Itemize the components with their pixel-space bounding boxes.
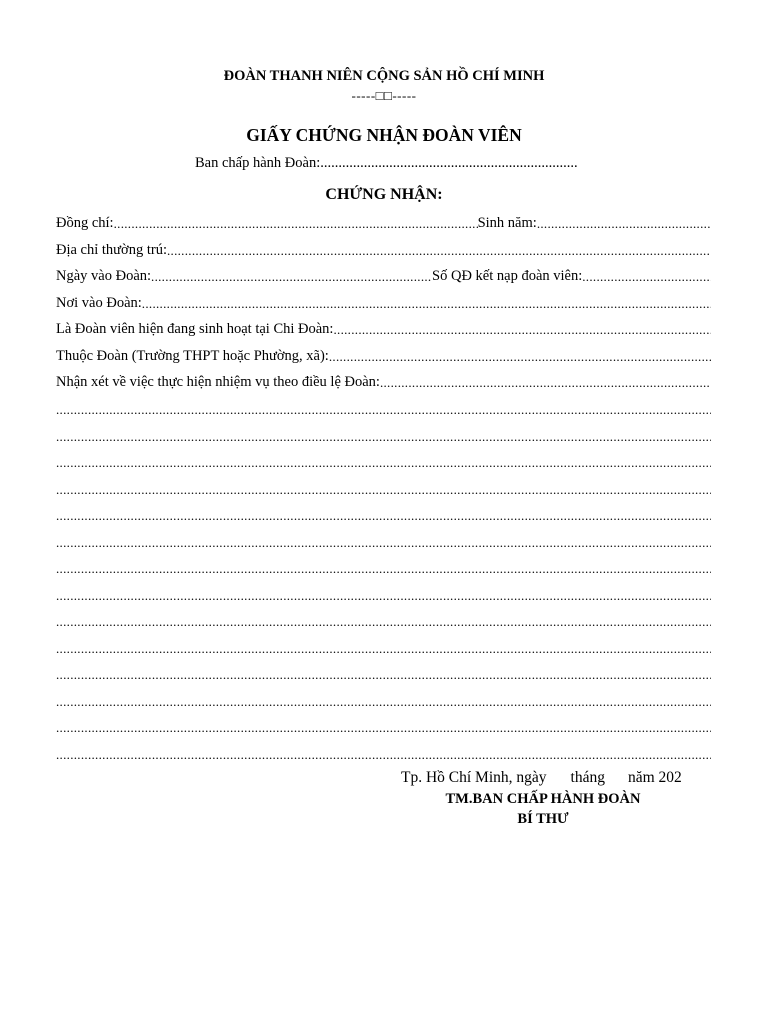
- dotted-line: [56, 455, 711, 471]
- date-month: tháng: [570, 769, 605, 786]
- parent-union-row: [56, 345, 711, 365]
- executive-committee-label: Ban chấp hành Đoàn:: [195, 155, 321, 171]
- dotted-line: [56, 694, 711, 710]
- assessment-line: [56, 531, 711, 551]
- parent-union-label: Thuộc Đoàn (Trường THPT hoặc Phường, xã):: [56, 348, 329, 364]
- assessment-row: [56, 371, 711, 391]
- assessment-line: [56, 398, 711, 418]
- dotted-line: [56, 508, 711, 524]
- assessment-line: [56, 584, 711, 604]
- assessment-line: [56, 690, 711, 710]
- dotted-line: [56, 641, 711, 657]
- address-label: Địa chỉ thường trú:: [56, 242, 167, 258]
- dotted-line: [56, 614, 711, 630]
- assessment-line: [56, 425, 711, 445]
- decision-no-blank: [582, 269, 711, 285]
- join-place-blank: [142, 296, 711, 312]
- decision-no-label: Số QĐ kết nạp đoàn viên:: [432, 268, 583, 284]
- signature-organization: TM.BAN CHẤP HÀNH ĐOÀN: [445, 791, 641, 807]
- dotted-line: [56, 747, 711, 763]
- assessment-line: [56, 637, 711, 657]
- dotted-line: [56, 561, 711, 577]
- signature-role: BÍ THƯ: [517, 811, 569, 827]
- assessment-line: [56, 478, 711, 498]
- assessment-line: [56, 743, 711, 763]
- dotted-line: [56, 667, 711, 683]
- dotted-line: [56, 482, 711, 498]
- parent-union-blank: [329, 349, 711, 365]
- header-separator: -----□□-----: [351, 88, 417, 103]
- address-blank: [167, 243, 711, 259]
- branch-blank: [333, 322, 711, 338]
- date-place-day: Tp. Hồ Chí Minh, ngày: [401, 769, 547, 786]
- assessment-line: [56, 610, 711, 630]
- assessment-line: [56, 504, 711, 524]
- assessment-line: [56, 451, 711, 471]
- address-row: [56, 239, 711, 259]
- join-date-blank: [151, 269, 432, 285]
- date-year: năm 202: [627, 769, 682, 786]
- birth-year-blank: [537, 216, 711, 232]
- organization-header: ĐOÀN THANH NIÊN CỘNG SẢN HỒ CHÍ MINH: [223, 68, 545, 84]
- assessment-label: Nhận xét về việc thực hiện nhiệm vụ theo điều lệ Đoàn:: [56, 374, 380, 390]
- comrade-label: Đồng chí:: [56, 215, 114, 231]
- document-title: GIẤY CHỨNG NHẬN ĐOÀN VIÊN: [246, 125, 522, 145]
- assessment-line: [56, 663, 711, 683]
- dotted-line: [56, 720, 711, 736]
- assessment-line: [56, 716, 711, 736]
- join-place-label: Nơi vào Đoàn:: [56, 295, 142, 311]
- dotted-line: [56, 588, 711, 604]
- executive-committee-blank: .......................................................................: [320, 155, 578, 171]
- birth-year-label: Sinh năm:: [477, 215, 537, 231]
- dotted-line: [56, 429, 711, 445]
- join-place-row: [56, 292, 711, 312]
- executive-committee-line: [195, 155, 578, 172]
- assessment-line: [56, 557, 711, 577]
- join-date-row: [56, 265, 711, 285]
- assessment-blank: [380, 375, 711, 391]
- certify-heading: CHỨNG NHẬN:: [325, 186, 443, 203]
- join-date-label: Ngày vào Đoàn:: [56, 268, 152, 284]
- branch-label: Là Đoàn viên hiện đang sinh hoạt tại Chi Đoàn:: [56, 321, 334, 337]
- branch-row: [56, 318, 711, 338]
- dotted-line: [56, 535, 711, 551]
- signature-date-line: [401, 769, 682, 787]
- comrade-row: [56, 212, 711, 232]
- comrade-blank: [114, 216, 478, 232]
- dotted-line: [56, 402, 711, 418]
